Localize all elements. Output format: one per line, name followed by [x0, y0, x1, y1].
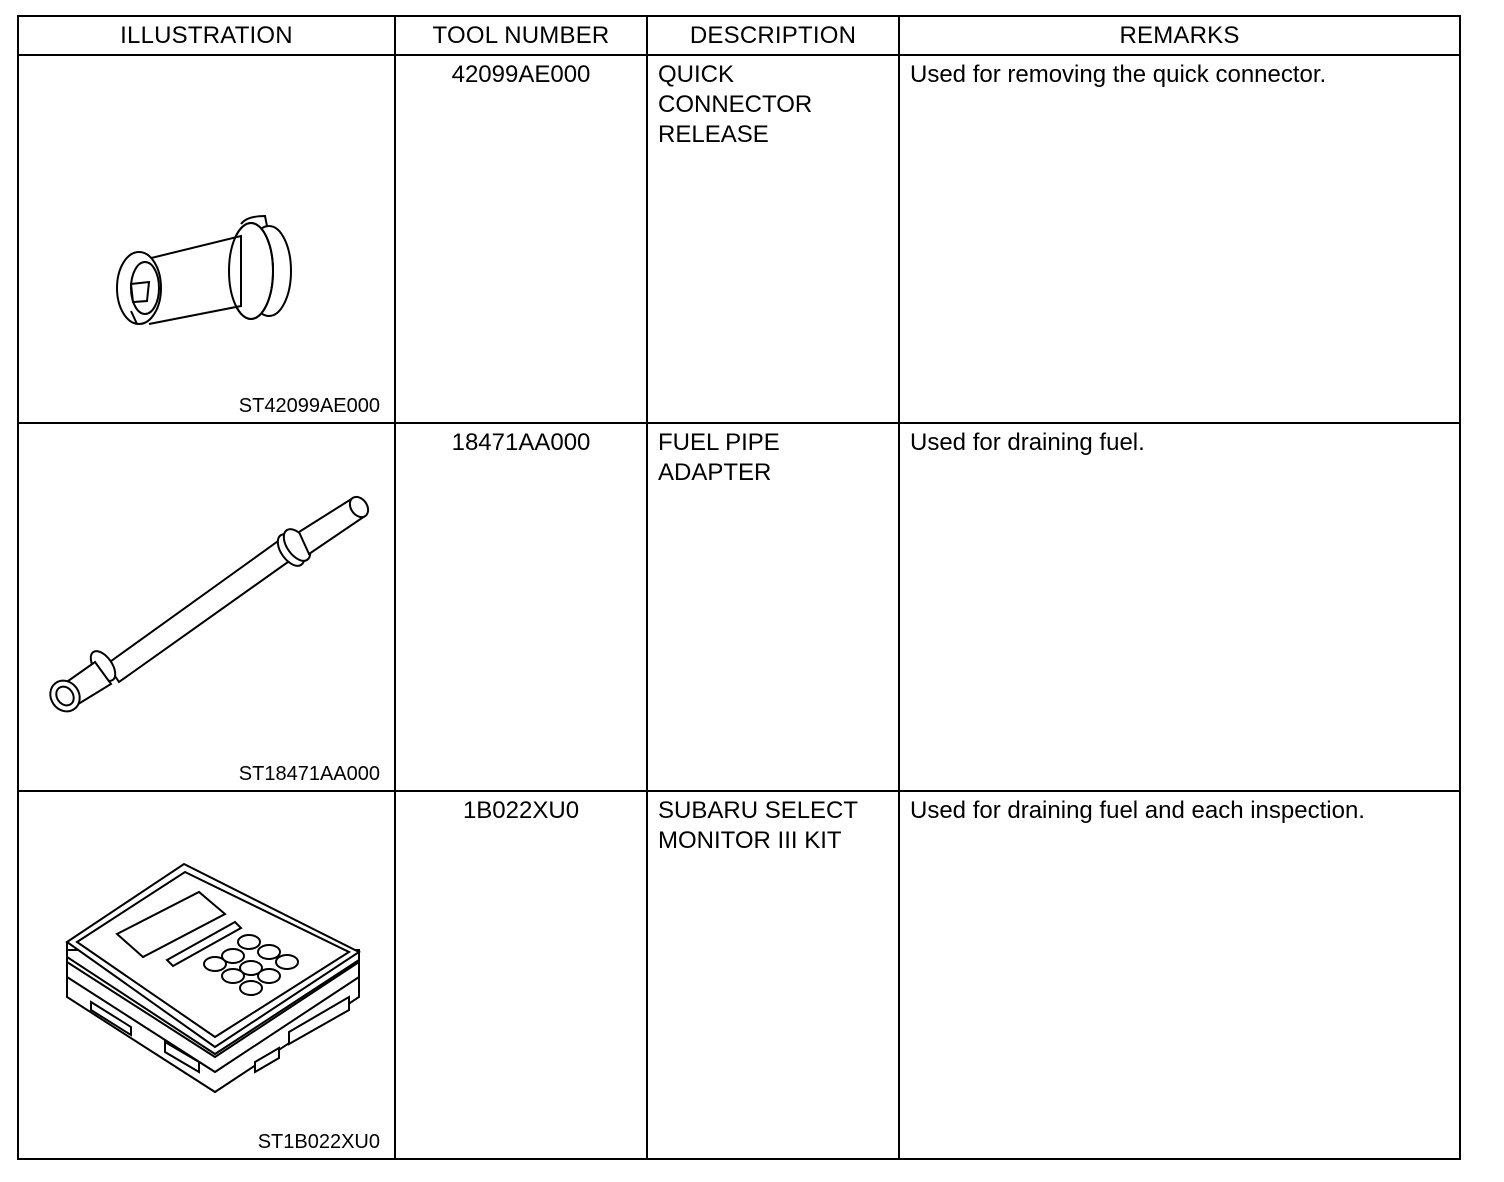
tool-number: 18471AA000	[451, 429, 591, 456]
header-illustration: ILLUSTRATION	[18, 16, 395, 55]
remarks: Used for removing the quick connector.	[910, 61, 1327, 88]
tool-number-cell	[395, 791, 647, 1159]
illustration-code: ST1B022XU0	[257, 1131, 380, 1153]
table-row	[18, 791, 1460, 1159]
table-row	[18, 55, 1460, 423]
illustration-code: ST18471AA000	[238, 763, 380, 785]
description-line: RELEASE	[658, 121, 769, 148]
header-row	[18, 16, 1460, 55]
description-cell	[647, 423, 899, 791]
description-line: ADAPTER	[658, 459, 772, 486]
remarks-cell	[899, 791, 1460, 1159]
illustration-code: ST42099AE000	[238, 395, 380, 417]
select-monitor-kit-icon	[19, 792, 394, 1156]
fuel-pipe-adapter-icon	[19, 424, 394, 788]
tool-number: 42099AE000	[451, 61, 591, 88]
description-line: SUBARU SELECT	[658, 797, 859, 824]
tool-number: 1B022XU0	[462, 797, 580, 824]
description	[648, 792, 898, 856]
header-tool-number: TOOL NUMBER	[395, 16, 647, 55]
description-line: QUICK	[658, 61, 735, 88]
description-cell	[647, 55, 899, 423]
special-tools-table	[17, 15, 1461, 1160]
quick-connector-release-tool-icon	[19, 56, 394, 420]
remarks-cell	[899, 423, 1460, 791]
header-description: DESCRIPTION	[647, 16, 899, 55]
remarks: Used for draining fuel.	[910, 429, 1145, 456]
table-row	[18, 423, 1460, 791]
remarks-cell	[899, 55, 1460, 423]
tool-number-cell	[395, 55, 647, 423]
description-line: CONNECTOR	[658, 91, 813, 118]
description-line: FUEL PIPE	[658, 429, 780, 456]
header-remarks: REMARKS	[899, 16, 1460, 55]
illustration-cell	[18, 423, 395, 791]
description	[648, 56, 898, 150]
description-cell	[647, 791, 899, 1159]
description-line: MONITOR III KIT	[658, 827, 842, 854]
description	[648, 424, 898, 488]
illustration-cell	[18, 791, 395, 1159]
illustration-cell	[18, 55, 395, 423]
tool-number-cell	[395, 423, 647, 791]
remarks: Used for draining fuel and each inspection.	[910, 797, 1365, 824]
